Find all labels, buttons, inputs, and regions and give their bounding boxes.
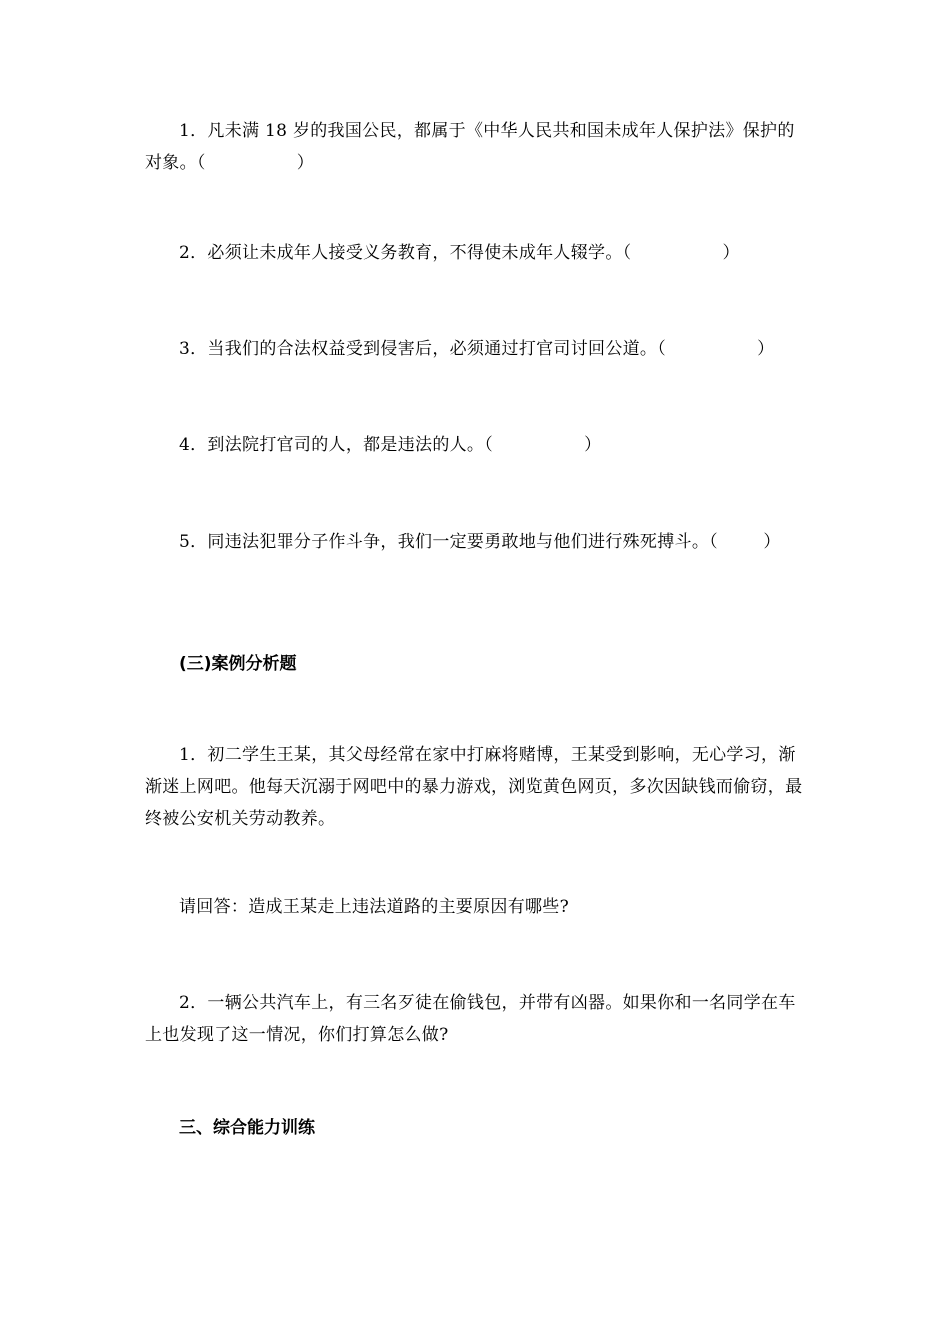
true-false-item-5: 5．同违法犯罪分子作斗争，我们一定要勇敢地与他们进行殊死搏斗。（ ） (179, 532, 781, 552)
case-2-text: 2．一辆公共汽车上，有三名歹徒在偷钱包，并带有凶器。如果你和一名同学在车上也发现了这一情况，你们打算怎么做? (145, 993, 796, 1045)
true-false-item-4: 4．到法院打官司的人，都是违法的人。（ ） (179, 435, 602, 455)
true-false-item-1: 1．凡未满 18 岁的我国公民，都属于《中华人民共和国未成年人保护法》保护的对象。（ ） (145, 121, 795, 173)
true-false-item-3: 3．当我们的合法权益受到侵害后，必须通过打官司讨回公道。（ ） (179, 339, 775, 359)
section-3-heading: 三、综合能力训练 (179, 1118, 315, 1138)
case-analysis-heading: (三)案例分析题 (179, 654, 297, 674)
case-1-question: 请回答：造成王某走上违法道路的主要原因有哪些? (179, 897, 570, 917)
true-false-item-2: 2．必须让未成年人接受义务教育，不得使未成年人辍学。（ ） (179, 243, 740, 263)
case-1-text: 1．初二学生王某，其父母经常在家中打麻将赌博，王某受到影响，无心学习，渐渐迷上网吧。他每天沉溺于网吧中的暴力游戏，浏览黄色网页，多次因缺钱而偷窃，最终被公安机关劳动教养。 (145, 745, 803, 829)
